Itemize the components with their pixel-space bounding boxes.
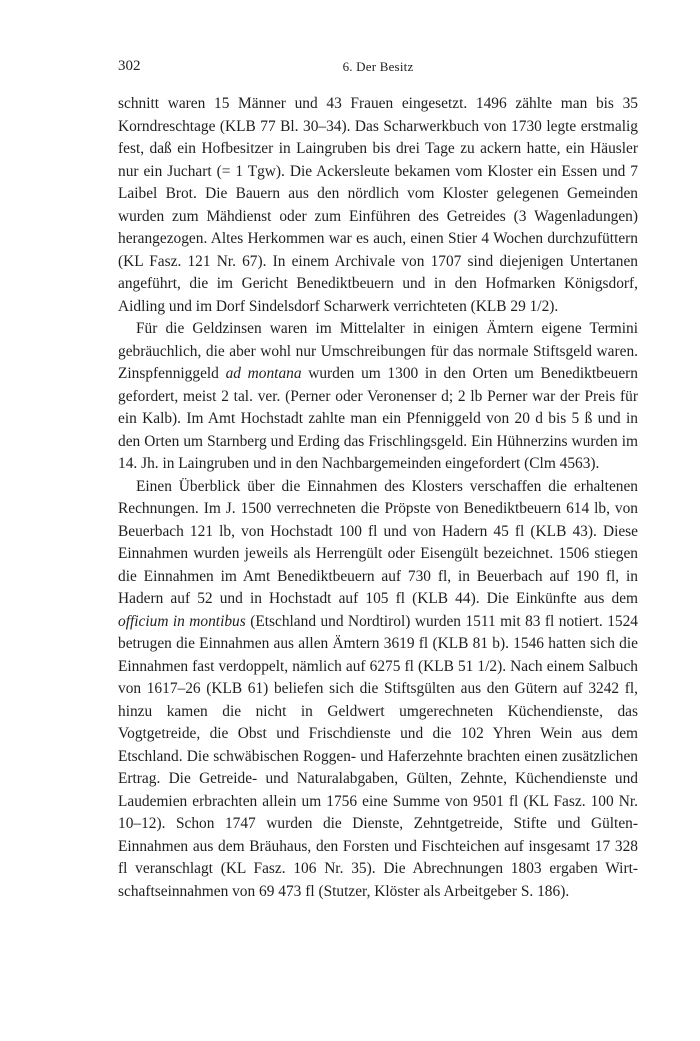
italic-term: officium in montibus [118, 612, 246, 630]
book-page [118, 58, 638, 903]
italic-term: ad montana [225, 365, 302, 382]
page-number: 302 [118, 58, 141, 74]
paragraph [118, 476, 638, 904]
paragraph [118, 318, 638, 476]
paragraph-text: Einen Überblick über die Einnahmen des Klosters verschaffen die erhaltenen Rechnungen. Im J. 1500 verrechneten die Pröpste von Benediktbeuern 614 lb, von Beuerbach 121 lb, von Hochstadt 100 fl und von Hadern 45 fl (KLB 43). Diese Einnahmen wurden jeweils als Herrengült oder Eisengült bezeichnet. 1506 stiegen die Einnahmen im Amt Benediktbeuern auf 730 fl, in Beuerbach auf 190 fl, in Hadern auf 52 und in Hochstadt auf 105 fl (KLB 44). Die Einkünfte aus dem [118, 477, 638, 607]
chapter-title: 6. Der Besitz [342, 59, 414, 74]
paragraph-text: schnitt waren 15 Männer und 43 Frauen eingesetzt. 1496 zählte man bis 35 Korndreschtage (KLB 77 Bl. 30–34). Das Scharwerkbuch von 1730 legte erstmalig fest, daß ein Hofbesitzer in Laingruben bis drei Tage zu ackern hatte, ein Häusler nur ein Juchart (= 1 Tgw). Die Ackersleute bekamen vom Kloster ein Essen und 7 Laibel Brot. Die Bauern aus den nördlich vom Kloster gelegenen Gemeinden wurden zum Mähdienst oder zum Einführen des Getreides (3 Wagenladungen) herangezogen. Altes Herkommen war es auch, einen Stier 4 Wochen durchzufüttern (KL Fasz. 121 Nr. 67). In einem Archivale von 1707 sind diejenigen Untertanen angeführt, die im Gericht Benediktbeuern und in den Hofmarken Königsdorf, Aidling und im Dorf Sindelsdorf Scharwerk verrichteten (KLB 29 1/2). [118, 95, 638, 315]
paragraph-text: wurden um 1300 in den Orten um Benediktbeuern gefordert, meist 2 tal. ver. (Perner oder Veronenser d; 2 lb Perner war der Preis für ein Kalb). Im Amt Hochstadt zahlte man ein Pfenniggeld von 20 d bis 5 ß und in den Orten um Starnberg und Erding das Frischlingsgeld. Ein Hühnerzins wurden im 14. Jh. in Laingruben und in den Nachbargemeinden eingefordert (Clm 4563). [118, 365, 638, 472]
running-head [118, 58, 638, 80]
paragraph-text: (Etschland und Nordtirol) wurden 1511 mit 83 fl notiert. 1524 betrugen die Einnahmen aus allen Ämtern 3619 fl (KLB 81 b). 1546 hatten sich die Einnahmen fast verdoppelt, nämlich auf 6275 fl (KLB 51 1/2). Nach einem Salbuch von 1617–26 (KLB 61) beliefen sich die Stiftsgülten aus den Gütern auf 3242 fl, hinzu kamen die nicht in Geldwert umgerechneten Küchendienste, das Vogtgetreide, die Obst und Frischdienste und die 102 Yhren Wein aus dem Etschland. Die schwäbischen Roggen- und Haferzehnte brachten einen zusätzlichen Ertrag. Die Getreide- und Naturalabgaben, Gülten, Zehnte, Küchendienste und Laudemien erbrachten allein um 1756 eine Summe von 9501 fl (KL Fasz. 100 Nr. 10–12). Schon 1747 wurden die Dienste, Zehntgetreide, Stifte und Gülten-Einnahmen aus dem Bräuhaus, den Forsten und Fischteichen auf insgesamt 17 328 fl veranschlagt (KL Fasz. 106 Nr. 35). Die Abrechnungen 1803 ergaben Wirtschaftseinnahmen von 69 473 fl (Stutzer, Klöster als Arbeitgeber S. 186). [118, 612, 638, 900]
paragraph-text: Für die Geldzinsen waren im Mittelalter in einigen Ämtern eigene Termini gebräuchlich, die aber wohl nur Umschreibungen für das normale Stiftsgeld waren. Zinspfenniggeld [118, 320, 638, 382]
body-text [118, 93, 638, 903]
paragraph [118, 93, 638, 318]
